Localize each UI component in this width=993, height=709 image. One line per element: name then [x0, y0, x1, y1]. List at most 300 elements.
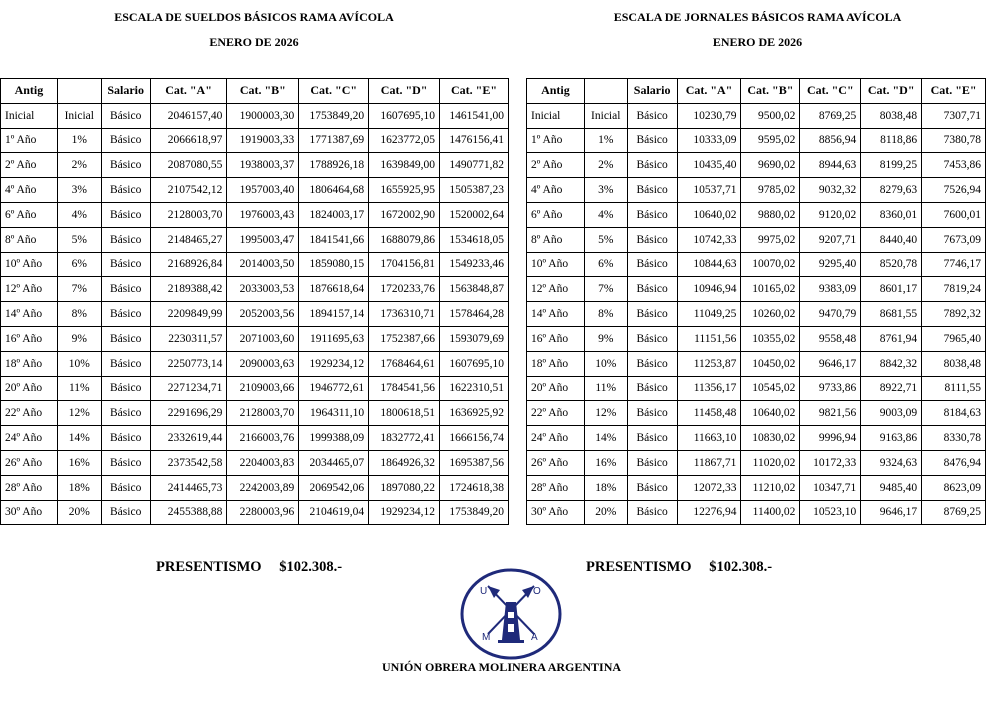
- table-cell: Básico: [627, 227, 677, 252]
- table-cell: Básico: [627, 153, 677, 178]
- table-cell: 2230311,57: [150, 326, 227, 351]
- table-cell: 14º Año: [1, 302, 58, 327]
- column-header: Cat. "D": [861, 79, 922, 104]
- table-cell: 1520002,64: [440, 202, 509, 227]
- table-cell: 11867,71: [677, 450, 741, 475]
- presentismo-label: PRESENTISMO: [586, 559, 692, 575]
- table-cell: 11663,10: [677, 426, 741, 451]
- table-cell: 9032,32: [800, 178, 861, 203]
- table-cell: 5%: [584, 227, 627, 252]
- column-header: Antig: [1, 79, 58, 104]
- table-row: [527, 103, 986, 128]
- table-cell: 2052003,56: [227, 302, 299, 327]
- table-cell: 1752387,66: [369, 326, 440, 351]
- table-cell: 8476,94: [922, 450, 986, 475]
- table-cell: 20º Año: [527, 376, 585, 401]
- table-cell: 8623,09: [922, 475, 986, 500]
- table-cell: 20%: [584, 500, 627, 525]
- table-cell: 5%: [57, 227, 101, 252]
- table-cell: 10435,40: [677, 153, 741, 178]
- table-cell: Básico: [101, 178, 150, 203]
- table-cell: 1476156,41: [440, 128, 509, 153]
- table-row: [527, 202, 986, 227]
- left-title: ESCALA DE SUELDOS BÁSICOS RAMA AVÍCOLA: [114, 10, 394, 24]
- table-cell: Básico: [101, 302, 150, 327]
- table-cell: 1938003,37: [227, 153, 299, 178]
- table-cell: 1672002,90: [369, 202, 440, 227]
- table-cell: 1695387,56: [440, 450, 509, 475]
- table-cell: 18º Año: [527, 351, 585, 376]
- table-cell: 2250773,14: [150, 351, 227, 376]
- table-cell: 2128003,70: [150, 202, 227, 227]
- table-cell: 2204003,83: [227, 450, 299, 475]
- column-header: [584, 79, 627, 104]
- table-cell: 20%: [57, 500, 101, 525]
- table-cell: Básico: [627, 376, 677, 401]
- table-cell: 8330,78: [922, 426, 986, 451]
- table-cell: 2209849,99: [150, 302, 227, 327]
- table-row: [527, 128, 986, 153]
- column-header: Cat. "A": [677, 79, 741, 104]
- table-cell: 7746,17: [922, 252, 986, 277]
- table-cell: 7892,32: [922, 302, 986, 327]
- table-cell: 9003,09: [861, 401, 922, 426]
- table-cell: 10260,02: [741, 302, 800, 327]
- table-cell: 7307,71: [922, 103, 986, 128]
- table-cell: 1636925,92: [440, 401, 509, 426]
- table-cell: Básico: [101, 103, 150, 128]
- column-header: Salario: [101, 79, 150, 104]
- table-cell: 11458,48: [677, 401, 741, 426]
- table-cell: 30º Año: [527, 500, 585, 525]
- table-cell: 10946,94: [677, 277, 741, 302]
- table-cell: 2332619,44: [150, 426, 227, 451]
- table-row: [527, 500, 986, 525]
- table-cell: Básico: [101, 450, 150, 475]
- table-cell: 1%: [584, 128, 627, 153]
- table-cell: 1593079,69: [440, 326, 509, 351]
- table-cell: 18%: [57, 475, 101, 500]
- table-cell: 10165,02: [741, 277, 800, 302]
- table-cell: 11%: [584, 376, 627, 401]
- table-cell: Básico: [101, 326, 150, 351]
- table-cell: 10450,02: [741, 351, 800, 376]
- table-cell: 1704156,81: [369, 252, 440, 277]
- table-cell: Básico: [101, 153, 150, 178]
- table-cell: 2º Año: [1, 153, 58, 178]
- table-cell: 7%: [584, 277, 627, 302]
- table-cell: Básico: [627, 450, 677, 475]
- table-cell: 18º Año: [1, 351, 58, 376]
- table-cell: 9558,48: [800, 326, 861, 351]
- table-cell: 9324,63: [861, 450, 922, 475]
- table-cell: 2033003,53: [227, 277, 299, 302]
- table-cell: 8769,25: [922, 500, 986, 525]
- table-cell: 9500,02: [741, 103, 800, 128]
- table-row: [527, 227, 986, 252]
- table-row: [1, 178, 509, 203]
- table-cell: 24º Año: [527, 426, 585, 451]
- table-cell: 7673,09: [922, 227, 986, 252]
- table-header-row: [1, 79, 509, 104]
- table-cell: 2109003,66: [227, 376, 299, 401]
- table-cell: 1753849,20: [299, 103, 369, 128]
- table-cell: 8038,48: [922, 351, 986, 376]
- table-cell: 2104619,04: [299, 500, 369, 525]
- table-row: [1, 153, 509, 178]
- table-cell: 2271234,71: [150, 376, 227, 401]
- table-cell: 14%: [584, 426, 627, 451]
- column-header: [57, 79, 101, 104]
- table-cell: 9595,02: [741, 128, 800, 153]
- table-row: [1, 450, 509, 475]
- table-cell: Básico: [627, 326, 677, 351]
- sueldos-table: [0, 78, 509, 525]
- table-row: [1, 475, 509, 500]
- table-cell: 11210,02: [741, 475, 800, 500]
- table-cell: 9207,71: [800, 227, 861, 252]
- table-cell: 9295,40: [800, 252, 861, 277]
- table-cell: 11%: [57, 376, 101, 401]
- table-cell: 12%: [57, 401, 101, 426]
- table-cell: 10347,71: [800, 475, 861, 500]
- table-cell: 11049,25: [677, 302, 741, 327]
- table-cell: 8520,78: [861, 252, 922, 277]
- table-cell: 1736310,71: [369, 302, 440, 327]
- table-cell: 1720233,76: [369, 277, 440, 302]
- table-cell: 2166003,76: [227, 426, 299, 451]
- table-cell: 1655925,95: [369, 178, 440, 203]
- table-row: [1, 326, 509, 351]
- table-cell: 1%: [57, 128, 101, 153]
- table-cell: 2148465,27: [150, 227, 227, 252]
- table-cell: 16%: [584, 450, 627, 475]
- column-header: Cat. "E": [440, 79, 509, 104]
- table-cell: 11020,02: [741, 450, 800, 475]
- table-cell: Básico: [101, 128, 150, 153]
- table-cell: 7453,86: [922, 153, 986, 178]
- table-cell: 3%: [584, 178, 627, 203]
- left-subtitle: ENERO DE 2026: [209, 35, 299, 49]
- table-cell: Básico: [101, 426, 150, 451]
- table-cell: 8842,32: [861, 351, 922, 376]
- table-cell: 7965,40: [922, 326, 986, 351]
- table-cell: Básico: [101, 351, 150, 376]
- table-cell: Inicial: [1, 103, 58, 128]
- table-row: [1, 227, 509, 252]
- table-row: [1, 128, 509, 153]
- table-cell: Inicial: [584, 103, 627, 128]
- table-row: [527, 178, 986, 203]
- table-header-row: [527, 79, 986, 104]
- table-cell: 11253,87: [677, 351, 741, 376]
- table-cell: 10333,09: [677, 128, 741, 153]
- table-cell: Básico: [101, 376, 150, 401]
- column-header: Cat. "D": [369, 79, 440, 104]
- table-cell: 14º Año: [527, 302, 585, 327]
- table-cell: 1771387,69: [299, 128, 369, 153]
- table-cell: 2034465,07: [299, 450, 369, 475]
- presentismo-value: $102.308.-: [709, 559, 773, 575]
- table-cell: 8199,25: [861, 153, 922, 178]
- table-cell: Básico: [101, 202, 150, 227]
- table-cell: 9470,79: [800, 302, 861, 327]
- table-cell: 10545,02: [741, 376, 800, 401]
- table-cell: 8111,55: [922, 376, 986, 401]
- table-row: [527, 401, 986, 426]
- table-cell: 1964311,10: [299, 401, 369, 426]
- table-cell: 11151,56: [677, 326, 741, 351]
- table-cell: 7%: [57, 277, 101, 302]
- table-cell: Básico: [627, 277, 677, 302]
- table-cell: 2071003,60: [227, 326, 299, 351]
- table-cell: 8601,17: [861, 277, 922, 302]
- table-row: [1, 401, 509, 426]
- table-cell: 20º Año: [1, 376, 58, 401]
- table-cell: Básico: [627, 500, 677, 525]
- table-cell: 2455388,88: [150, 500, 227, 525]
- table-cell: 2414465,73: [150, 475, 227, 500]
- table-cell: 9383,09: [800, 277, 861, 302]
- table-cell: 4%: [57, 202, 101, 227]
- table-cell: Básico: [627, 351, 677, 376]
- table-cell: 2107542,12: [150, 178, 227, 203]
- table-row: [527, 153, 986, 178]
- table-cell: 8118,86: [861, 128, 922, 153]
- table-cell: 1688079,86: [369, 227, 440, 252]
- table-cell: Básico: [101, 252, 150, 277]
- table-cell: 1894157,14: [299, 302, 369, 327]
- table-cell: 1º Año: [1, 128, 58, 153]
- table-cell: 1897080,22: [369, 475, 440, 500]
- presentismo-value: $102.308.-: [279, 559, 343, 575]
- table-cell: 1859080,15: [299, 252, 369, 277]
- table-cell: Básico: [627, 128, 677, 153]
- table-cell: 1976003,43: [227, 202, 299, 227]
- table-cell: Básico: [101, 401, 150, 426]
- table-cell: 9996,94: [800, 426, 861, 451]
- table-cell: 6º Año: [1, 202, 58, 227]
- table-row: [527, 475, 986, 500]
- table-cell: Básico: [627, 103, 677, 128]
- table-cell: 8761,94: [861, 326, 922, 351]
- table-cell: 12º Año: [1, 277, 58, 302]
- table-cell: Básico: [101, 475, 150, 500]
- table-cell: 2189388,42: [150, 277, 227, 302]
- table-cell: 2090003,63: [227, 351, 299, 376]
- table-cell: Básico: [101, 227, 150, 252]
- logo-letter-a: A: [531, 632, 538, 643]
- table-row: [1, 500, 509, 525]
- table-cell: 10523,10: [800, 500, 861, 525]
- column-header: Salario: [627, 79, 677, 104]
- table-cell: 7380,78: [922, 128, 986, 153]
- table-cell: 6%: [57, 252, 101, 277]
- table-cell: 14%: [57, 426, 101, 451]
- table-cell: 1724618,38: [440, 475, 509, 500]
- table-cell: 10640,02: [741, 401, 800, 426]
- table-cell: Básico: [627, 302, 677, 327]
- table-cell: 7600,01: [922, 202, 986, 227]
- table-cell: 8769,25: [800, 103, 861, 128]
- table-cell: 9485,40: [861, 475, 922, 500]
- table-cell: 1806464,68: [299, 178, 369, 203]
- logo-letter-m: M: [482, 632, 491, 643]
- table-cell: 2373542,58: [150, 450, 227, 475]
- logo-letter-u: U: [480, 586, 488, 597]
- table-cell: 6º Año: [527, 202, 585, 227]
- table-cell: Básico: [627, 475, 677, 500]
- table-cell: 9%: [584, 326, 627, 351]
- table-cell: 1999388,09: [299, 426, 369, 451]
- table-cell: 2046157,40: [150, 103, 227, 128]
- table-cell: 1534618,05: [440, 227, 509, 252]
- table-cell: 9821,56: [800, 401, 861, 426]
- table-cell: 1768464,61: [369, 351, 440, 376]
- table-cell: 8184,63: [922, 401, 986, 426]
- table-cell: 9785,02: [741, 178, 800, 203]
- table-row: [1, 376, 509, 401]
- table-row: [527, 252, 986, 277]
- table-cell: 11400,02: [741, 500, 800, 525]
- table-cell: 12276,94: [677, 500, 741, 525]
- table-cell: 10640,02: [677, 202, 741, 227]
- table-cell: 9%: [57, 326, 101, 351]
- table-cell: 9880,02: [741, 202, 800, 227]
- table-cell: 4%: [584, 202, 627, 227]
- table-row: [1, 426, 509, 451]
- table-cell: 2066618,97: [150, 128, 227, 153]
- table-cell: 28º Año: [527, 475, 585, 500]
- table-cell: 18%: [584, 475, 627, 500]
- table-cell: Básico: [627, 178, 677, 203]
- column-header: Antig: [527, 79, 585, 104]
- table-cell: 1824003,17: [299, 202, 369, 227]
- table-row: [1, 103, 509, 128]
- table-cell: 10537,71: [677, 178, 741, 203]
- column-header: Cat. "C": [299, 79, 369, 104]
- table-cell: 8%: [57, 302, 101, 327]
- table-cell: 26º Año: [1, 450, 58, 475]
- jornales-table: [526, 78, 986, 525]
- table-cell: 1461541,00: [440, 103, 509, 128]
- table-cell: 2168926,84: [150, 252, 227, 277]
- table-cell: 26º Año: [527, 450, 585, 475]
- table-cell: 1995003,47: [227, 227, 299, 252]
- table-cell: 12072,33: [677, 475, 741, 500]
- table-row: [527, 302, 986, 327]
- table-cell: 9646,17: [861, 500, 922, 525]
- table-cell: 9733,86: [800, 376, 861, 401]
- table-cell: 11356,17: [677, 376, 741, 401]
- table-cell: 2280003,96: [227, 500, 299, 525]
- table-cell: 2087080,55: [150, 153, 227, 178]
- table-cell: 2014003,50: [227, 252, 299, 277]
- table-cell: 2%: [584, 153, 627, 178]
- table-row: [1, 302, 509, 327]
- table-cell: 1563848,87: [440, 277, 509, 302]
- table-cell: 9120,02: [800, 202, 861, 227]
- table-cell: 1753849,20: [440, 500, 509, 525]
- table-cell: 1666156,74: [440, 426, 509, 451]
- column-header: Cat. "B": [741, 79, 800, 104]
- table-cell: 1578464,28: [440, 302, 509, 327]
- table-cell: 8%: [584, 302, 627, 327]
- table-cell: 12º Año: [527, 277, 585, 302]
- table-cell: 1841541,66: [299, 227, 369, 252]
- right-subtitle: ENERO DE 2026: [712, 35, 803, 49]
- table-cell: 9975,02: [741, 227, 800, 252]
- table-row: [1, 202, 509, 227]
- table-cell: 8944,63: [800, 153, 861, 178]
- table-cell: 10742,33: [677, 227, 741, 252]
- table-cell: 1788926,18: [299, 153, 369, 178]
- table-cell: 10230,79: [677, 103, 741, 128]
- table-cell: 1911695,63: [299, 326, 369, 351]
- table-cell: 16º Año: [527, 326, 585, 351]
- table-cell: 8º Año: [527, 227, 585, 252]
- table-cell: Básico: [101, 277, 150, 302]
- table-cell: 2º Año: [527, 153, 585, 178]
- table-cell: 1623772,05: [369, 128, 440, 153]
- table-cell: 8º Año: [1, 227, 58, 252]
- table-cell: 16%: [57, 450, 101, 475]
- table-cell: 24º Año: [1, 426, 58, 451]
- table-cell: 10844,63: [677, 252, 741, 277]
- table-cell: 1505387,23: [440, 178, 509, 203]
- table-cell: Inicial: [57, 103, 101, 128]
- left-presentismo: [156, 559, 356, 576]
- column-header: Cat. "E": [922, 79, 986, 104]
- table-cell: 8922,71: [861, 376, 922, 401]
- table-cell: 1929234,12: [299, 351, 369, 376]
- table-cell: 1549233,46: [440, 252, 509, 277]
- table-cell: 8038,48: [861, 103, 922, 128]
- table-row: [1, 277, 509, 302]
- table-cell: 10%: [57, 351, 101, 376]
- union-name: UNIÓN OBRERA MOLINERA ARGENTINA: [382, 660, 622, 674]
- column-header: Cat. "B": [227, 79, 299, 104]
- table-row: [527, 351, 986, 376]
- table-cell: 1864926,32: [369, 450, 440, 475]
- table-cell: 8279,63: [861, 178, 922, 203]
- table-cell: 1876618,64: [299, 277, 369, 302]
- table-row: [527, 376, 986, 401]
- table-cell: 10º Año: [527, 252, 585, 277]
- table-cell: 30º Año: [1, 500, 58, 525]
- table-cell: 1639849,00: [369, 153, 440, 178]
- presentismo-label: PRESENTISMO: [156, 559, 262, 575]
- table-cell: 12%: [584, 401, 627, 426]
- table-row: [527, 426, 986, 451]
- table-cell: 8681,55: [861, 302, 922, 327]
- column-header: Cat. "A": [150, 79, 227, 104]
- table-cell: 16º Año: [1, 326, 58, 351]
- table-cell: 1900003,30: [227, 103, 299, 128]
- table-cell: 1957003,40: [227, 178, 299, 203]
- table-row: [527, 326, 986, 351]
- logo-letter-o: O: [533, 586, 541, 597]
- table-cell: 1800618,51: [369, 401, 440, 426]
- table-cell: 6%: [584, 252, 627, 277]
- table-cell: 7526,94: [922, 178, 986, 203]
- table-row: [1, 351, 509, 376]
- table-cell: 10%: [584, 351, 627, 376]
- table-cell: 22º Año: [1, 401, 58, 426]
- table-cell: 8360,01: [861, 202, 922, 227]
- right-title: ESCALA DE JORNALES BÁSICOS RAMA AVÍCOLA: [613, 10, 902, 24]
- windmill-icon: [460, 568, 562, 660]
